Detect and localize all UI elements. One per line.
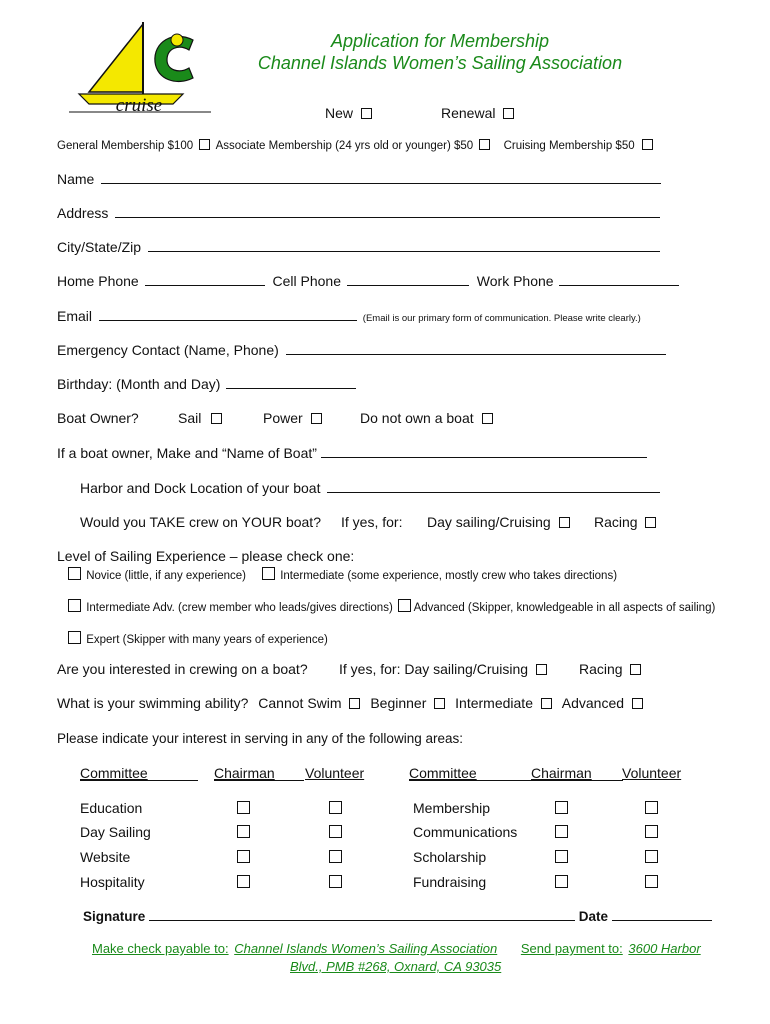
boat-power-label: Power	[263, 410, 303, 426]
swim-beginner-checkbox[interactable]	[434, 698, 445, 709]
website-chairman-checkbox[interactable]	[237, 850, 250, 863]
advanced-exp-checkbox[interactable]	[398, 599, 411, 612]
novice-checkbox[interactable]	[68, 567, 81, 580]
city-label: City/State/Zip	[57, 239, 142, 255]
birthday-row	[57, 376, 356, 392]
email-note: (Email is our primary form of communication. Please write clearly.)	[362, 313, 641, 324]
address-label: Address	[57, 205, 109, 221]
date-label: Date	[578, 909, 609, 924]
col-chairman-right: Chairman	[531, 765, 592, 781]
fundraising-chairman-checkbox[interactable]	[555, 875, 568, 888]
address-line1: 3600 Harbor	[628, 941, 701, 956]
boat-name-label: If a boat owner, Make and “Name of Boat”	[57, 445, 317, 461]
city-row	[57, 239, 660, 255]
harbor-field[interactable]	[327, 480, 660, 493]
intermediate-adv-label: Intermediate Adv. (crew member who leads/gives directions)	[86, 602, 393, 614]
committee-communications: Communications	[413, 824, 518, 840]
crewing-racing-checkbox[interactable]	[630, 664, 641, 675]
email-field[interactable]	[99, 308, 357, 321]
city-field[interactable]	[148, 239, 660, 252]
scholarship-chairman-checkbox[interactable]	[555, 850, 568, 863]
boat-power-option	[263, 410, 322, 426]
address-row	[57, 205, 660, 221]
no-boat-checkbox[interactable]	[482, 413, 493, 424]
crewing-day-option	[339, 661, 547, 677]
associate-membership-label: Associate Membership (24 yrs old or younger) $50	[215, 140, 474, 152]
committee-hospitality: Hospitality	[80, 874, 145, 890]
boat-name-field[interactable]	[321, 445, 647, 458]
take-crew-day-label: Day sailing/Cruising	[427, 514, 551, 530]
footer-line1	[92, 941, 701, 956]
col-volunteer-right: Volunteer	[622, 765, 682, 781]
email-row	[57, 308, 641, 324]
crewing-day-label: If yes, for: Day sailing/Cruising	[339, 661, 529, 677]
payee-text: Channel Islands Women’s Sailing Association	[234, 941, 498, 956]
general-membership-checkbox[interactable]	[199, 139, 210, 150]
novice-label: Novice (little, if any experience)	[86, 570, 246, 582]
communications-chairman-checkbox[interactable]	[555, 825, 568, 838]
phone-row	[57, 273, 679, 289]
novice-option	[68, 567, 246, 582]
swim-cannot-label: Cannot Swim	[258, 695, 342, 711]
address-field[interactable]	[115, 205, 660, 218]
intermediate-exp-label: Intermediate (some experience, mostly crew who takes directions)	[280, 570, 618, 582]
col-committee-left: Committee	[80, 765, 148, 781]
harbor-label: Harbor and Dock Location of your boat	[80, 480, 321, 496]
hospitality-chairman-checkbox[interactable]	[237, 875, 250, 888]
renewal-checkbox[interactable]	[503, 108, 514, 119]
no-boat-option	[360, 410, 493, 426]
harbor-row	[80, 480, 660, 496]
take-crew-question: Would you TAKE crew on YOUR boat?	[80, 514, 321, 530]
cell-phone-label: Cell Phone	[272, 273, 341, 289]
expert-checkbox[interactable]	[68, 631, 81, 644]
cruising-membership-checkbox[interactable]	[642, 139, 653, 150]
logo	[55, 18, 215, 118]
take-crew-day-option	[427, 514, 570, 530]
swim-advanced-label: Advanced	[561, 695, 625, 711]
work-phone-label: Work Phone	[476, 273, 554, 289]
no-boat-label: Do not own a boat	[360, 410, 474, 426]
take-crew-racing-label: Racing	[594, 514, 638, 530]
communications-volunteer-checkbox[interactable]	[645, 825, 658, 838]
boat-owner-question: Boat Owner?	[57, 410, 139, 426]
education-volunteer-checkbox[interactable]	[329, 801, 342, 814]
cell-phone-field[interactable]	[347, 273, 469, 286]
boat-sail-checkbox[interactable]	[211, 413, 222, 424]
boat-sail-label: Sail	[178, 410, 202, 426]
crewing-day-checkbox[interactable]	[536, 664, 547, 675]
renewal-option	[441, 105, 514, 121]
logo-text: cruise	[115, 95, 163, 116]
signature-field[interactable]	[149, 908, 575, 921]
emergency-field[interactable]	[286, 342, 666, 355]
committee-education: Education	[80, 800, 143, 816]
intermediate-exp-option	[262, 567, 617, 582]
swim-beginner-label: Beginner	[370, 695, 427, 711]
expert-label: Expert (Skipper with many years of experience)	[86, 634, 328, 646]
page-subtitle: Channel Islands Women’s Sailing Association	[257, 53, 623, 73]
send-payment-label: Send payment to:	[520, 941, 623, 956]
experience-heading: Level of Sailing Experience – please check one:	[57, 548, 355, 564]
expert-option	[68, 631, 328, 646]
serving-heading: Please indicate your interest in serving in any of the following areas:	[57, 731, 463, 746]
membership-volunteer-checkbox[interactable]	[645, 801, 658, 814]
take-crew-racing-option	[594, 514, 656, 530]
website-volunteer-checkbox[interactable]	[329, 850, 342, 863]
signature-row	[83, 908, 712, 924]
renewal-label: Renewal	[441, 105, 496, 121]
swimming-question: What is your swimming ability?	[57, 695, 249, 711]
cruising-membership-label: Cruising Membership $50	[503, 140, 635, 152]
intermediate-exp-checkbox[interactable]	[262, 567, 275, 580]
membership-row	[57, 139, 653, 152]
birthday-field[interactable]	[226, 376, 356, 389]
address-line2: Blvd., PMB #268, Oxnard, CA 93035	[290, 959, 502, 974]
new-option	[325, 105, 372, 121]
emergency-label: Emergency Contact (Name, Phone)	[57, 342, 279, 358]
name-row	[57, 171, 661, 187]
crewing-racing-label: Racing	[579, 661, 623, 677]
intermediate-adv-option	[68, 599, 715, 614]
col-chairman-left: Chairman	[214, 765, 275, 781]
intermediate-adv-checkbox[interactable]	[68, 599, 81, 612]
boat-sail-option	[178, 410, 222, 426]
chairman-right-underline	[531, 766, 623, 781]
home-phone-field[interactable]	[145, 273, 265, 286]
name-label: Name	[57, 171, 95, 187]
page-title: Application for Membership	[330, 31, 550, 51]
col-volunteer-left: Volunteer	[305, 765, 365, 781]
committee-membership: Membership	[413, 800, 491, 816]
associate-membership-checkbox[interactable]	[479, 139, 490, 150]
fundraising-volunteer-checkbox[interactable]	[645, 875, 658, 888]
take-crew-day-checkbox[interactable]	[559, 517, 570, 528]
date-field[interactable]	[612, 908, 712, 921]
take-crew-if-yes: If yes, for:	[341, 514, 403, 530]
committee-website: Website	[80, 849, 131, 865]
committee-left-underline	[80, 766, 198, 781]
membership-chairman-checkbox[interactable]	[555, 801, 568, 814]
swim-advanced-checkbox[interactable]	[632, 698, 643, 709]
general-membership-label: General Membership $100	[57, 140, 194, 152]
swim-cannot-checkbox[interactable]	[349, 698, 360, 709]
crewing-racing-option	[579, 661, 641, 677]
committee-scholarship: Scholarship	[413, 849, 487, 865]
swim-intermediate-checkbox[interactable]	[541, 698, 552, 709]
day-sailing-chairman-checkbox[interactable]	[237, 825, 250, 838]
new-checkbox[interactable]	[361, 108, 372, 119]
new-label: New	[325, 105, 354, 121]
signature-label: Signature	[83, 909, 146, 924]
email-label: Email	[57, 308, 93, 324]
swim-intermediate-label: Intermediate	[455, 695, 533, 711]
chairman-left-underline	[214, 766, 304, 781]
advanced-exp-label: Advanced (Skipper, knowledgeable in all aspects of sailing)	[413, 602, 716, 614]
work-phone-field[interactable]	[559, 273, 679, 286]
emergency-row	[57, 342, 666, 358]
hospitality-volunteer-checkbox[interactable]	[329, 875, 342, 888]
scholarship-volunteer-checkbox[interactable]	[645, 850, 658, 863]
committee-day-sailing: Day Sailing	[80, 824, 151, 840]
name-field[interactable]	[101, 171, 661, 184]
education-chairman-checkbox[interactable]	[237, 801, 250, 814]
boat-name-row	[57, 445, 647, 461]
take-crew-racing-checkbox[interactable]	[645, 517, 656, 528]
boat-power-checkbox[interactable]	[311, 413, 322, 424]
swimming-row	[57, 695, 643, 711]
day-sailing-volunteer-checkbox[interactable]	[329, 825, 342, 838]
make-check-label: Make check payable to:	[92, 941, 229, 956]
home-phone-label: Home Phone	[57, 273, 139, 289]
committee-fundraising: Fundraising	[413, 874, 487, 890]
col-committee-right: Committee	[409, 765, 477, 781]
birthday-label: Birthday: (Month and Day)	[57, 376, 221, 392]
crewing-question: Are you interested in crewing on a boat?	[57, 661, 308, 677]
committee-right-underline	[409, 766, 531, 781]
